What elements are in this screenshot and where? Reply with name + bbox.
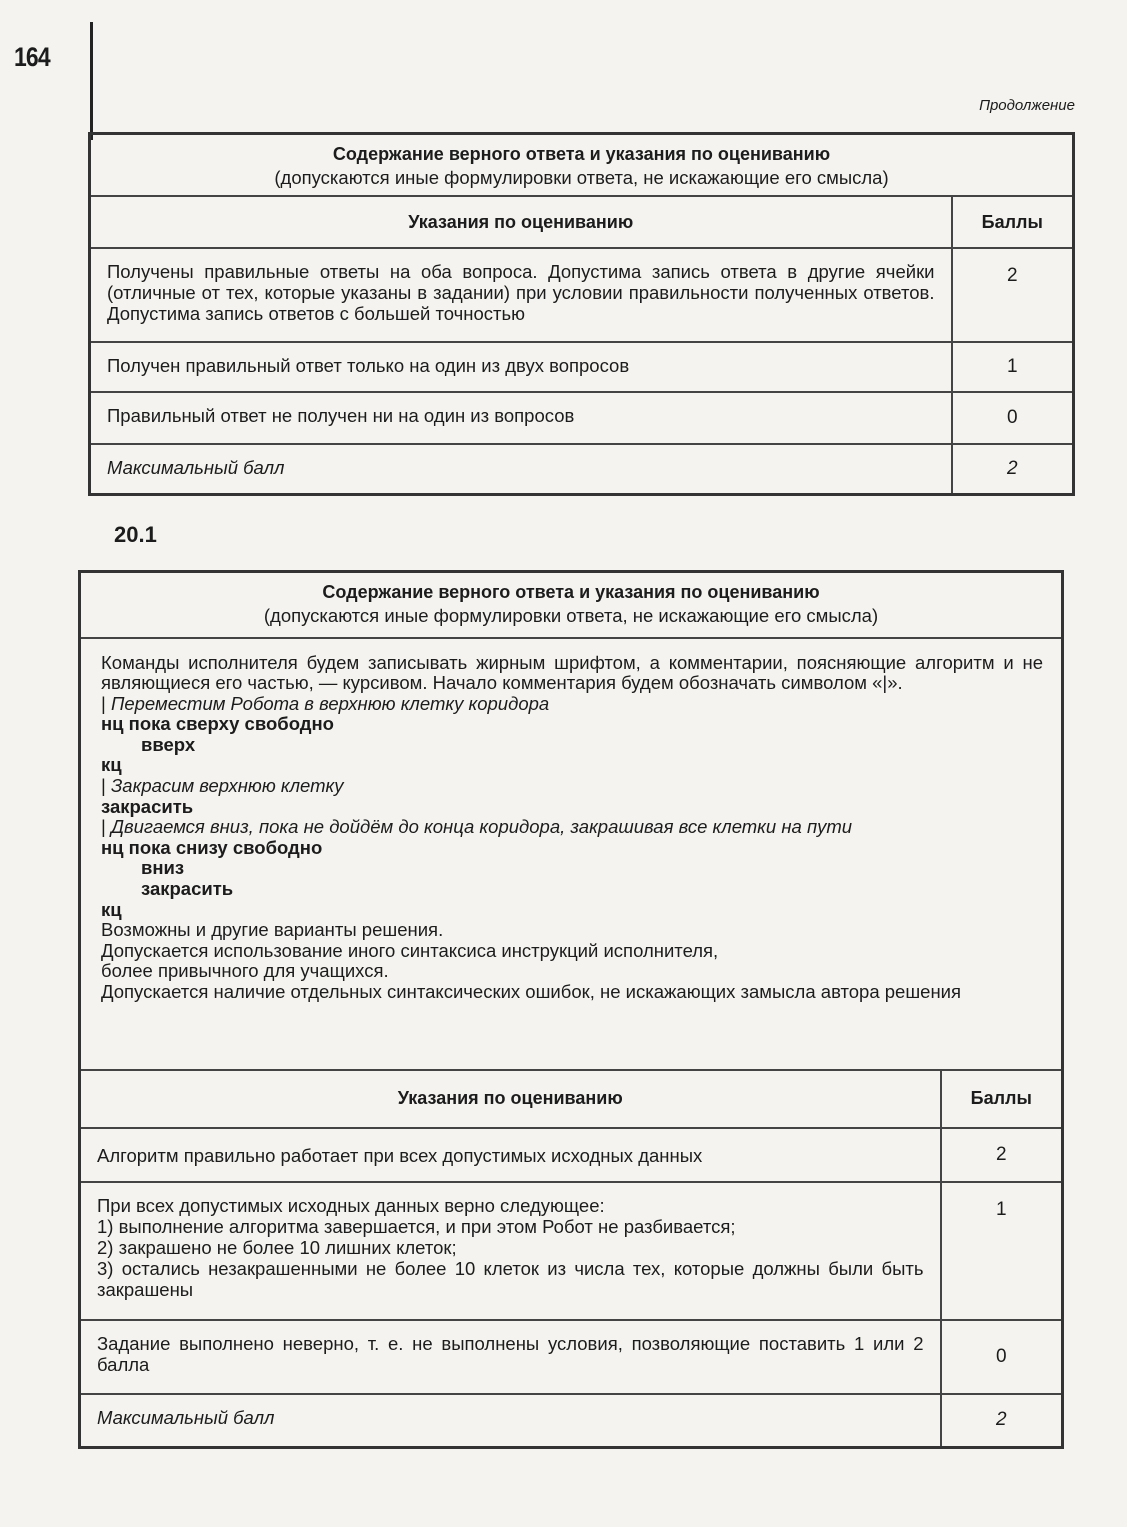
criterion-line: 1) выполнение алгоритма завершается, и при этом Робот не разбивается; <box>97 1215 736 1237</box>
criterion-line: 3) остались незакрашенными не более 10 клеток из числа тех, которые должны были быть закрашены <box>97 1257 924 1300</box>
solution-note: Допускается наличие отдельных синтаксических ошибок, не искажающих замысла автора решения <box>101 981 962 1002</box>
criterion-points: 0 <box>952 392 1074 444</box>
algorithm-command: вниз <box>141 857 185 879</box>
solution-block <box>80 638 1063 1070</box>
algorithm-comment: | Закрасим верхнюю клетку <box>101 775 344 797</box>
continuation-label: Продолжение <box>979 97 1075 114</box>
algorithm-command: кц <box>101 754 122 776</box>
solution-note: Возможны и другие варианты решения. <box>101 919 444 941</box>
table-row <box>80 1182 1063 1320</box>
criterion-points: 2 <box>952 248 1074 342</box>
table-row <box>80 1320 1063 1394</box>
algorithm-command: нц пока снизу свободно <box>101 836 323 858</box>
table-row <box>90 392 1074 444</box>
criterion-text: Получены правильные ответы на оба вопроса. Допустима запись ответа в другие ячейки (отличные от тех, которые указаны в задании) при условии правильности полученных ответов. Допустима запись ответов с большей точностью <box>90 248 952 342</box>
algorithm-command: нц пока сверху свободно <box>101 713 334 735</box>
table2-header <box>80 572 1063 638</box>
table2-col-criteria: Указания по оцениванию <box>80 1070 941 1128</box>
criterion-text: Задание выполнено неверно, т. е. не выполнены условия, позволяющие поставить 1 или 2 балла <box>80 1320 941 1394</box>
table1-col-criteria: Указания по оцениванию <box>90 196 952 248</box>
criterion-text <box>80 1182 941 1320</box>
scoring-table-2 <box>78 570 1064 1449</box>
page-number: 164 <box>14 42 50 72</box>
table-row <box>90 248 1074 342</box>
margin-rule <box>90 22 93 140</box>
solution-note: Допускается использование иного синтаксиса инструкций исполнителя, <box>101 939 719 961</box>
table1-header-title: Содержание верного ответа и указания по оцениванию <box>332 144 831 164</box>
scoring-table-1 <box>88 132 1075 496</box>
section-number: 20.1 <box>114 522 157 547</box>
solution-note: более привычного для учащихся. <box>101 960 389 982</box>
max-score-label: Максимальный балл <box>90 444 952 494</box>
table1-header <box>90 134 1074 197</box>
table-row <box>90 444 1074 494</box>
criterion-points: 2 <box>941 1128 1063 1182</box>
criterion-points: 1 <box>941 1182 1063 1320</box>
algorithm-command: вверх <box>141 733 196 755</box>
table-row <box>80 1128 1063 1182</box>
criterion-points: 0 <box>941 1320 1063 1394</box>
table2-header-title: Содержание верного ответа и указания по оцениванию <box>322 582 820 602</box>
algorithm-command: кц <box>101 898 122 920</box>
criterion-points: 1 <box>952 342 1074 392</box>
algorithm-command: закрасить <box>101 795 194 817</box>
algorithm-command: закрасить <box>141 878 234 900</box>
table2-header-subtitle: (допускаются иные формулировки ответа, не искажающие его смысла) <box>263 605 879 626</box>
criterion-text: Правильный ответ не получен ни на один из вопросов <box>90 392 952 444</box>
max-score-label: Максимальный балл <box>80 1394 941 1448</box>
max-score-value: 2 <box>941 1394 1063 1448</box>
criterion-line: 2) закрашено не более 10 лишних клеток; <box>97 1236 457 1258</box>
algorithm-comment: | Двигаемся вниз, пока не дойдём до конца коридора, закрашивая все клетки на пути <box>101 816 853 838</box>
table-row <box>80 1394 1063 1448</box>
criterion-text: Получен правильный ответ только на один из двух вопросов <box>90 342 952 392</box>
solution-intro: Команды исполнителя будем записывать жирным шрифтом, а комментарии, поясняющие алгоритм и не являющиеся его частью, — курсивом. Начало комментария будем обозначать символом «|». <box>101 651 1043 694</box>
table1-header-subtitle: (допускаются иные формулировки ответа, не искажающие его смысла) <box>274 167 889 188</box>
table1-col-points: Баллы <box>952 196 1074 248</box>
algorithm-comment: | Переместим Робота в верхнюю клетку коридора <box>101 692 550 714</box>
criterion-line: При всех допустимых исходных данных верно следующее: <box>97 1194 605 1216</box>
criterion-text: Алгоритм правильно работает при всех допустимых исходных данных <box>80 1128 941 1182</box>
max-score-value: 2 <box>952 444 1074 494</box>
table2-col-points: Баллы <box>941 1070 1063 1128</box>
table-row <box>90 342 1074 392</box>
